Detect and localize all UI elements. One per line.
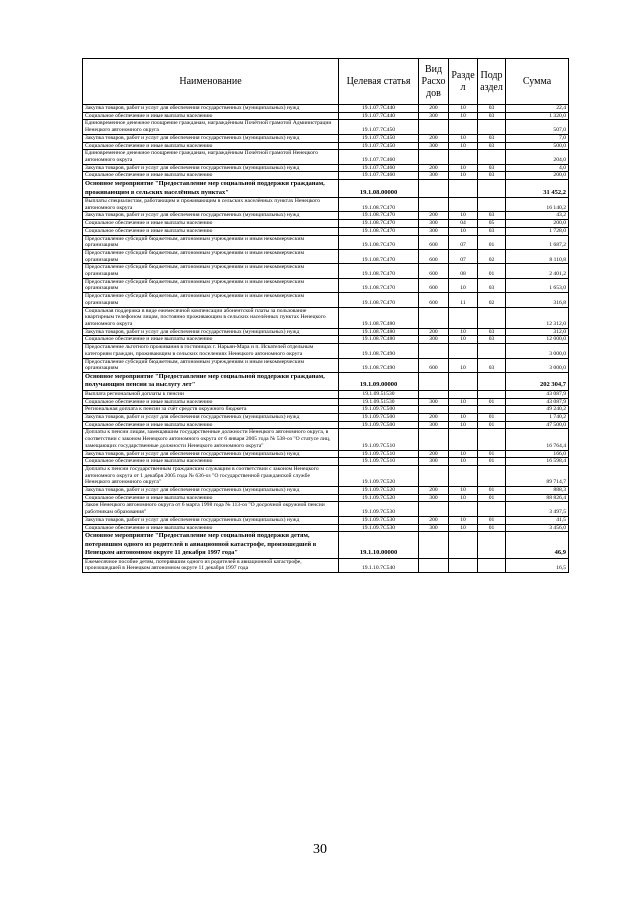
row-target-cell: 19.1.08.7С490 bbox=[339, 344, 419, 358]
row-name-cell: Доплаты к пенсии лицам, замещавшим государственные должности Ненецкого автономного округа, в соответствии с законом Ненецкого автономного округа от 6 января 2005 года № 538-оз "О статусе лиц, замещающих государственные должности Ненецкого автономного округа" bbox=[83, 429, 339, 450]
row-sum-cell: 43,2 bbox=[506, 212, 569, 220]
row-target-cell: 19.1.09.7С510 bbox=[339, 429, 419, 450]
row-section-cell: 08 bbox=[449, 264, 478, 278]
row-subsection-cell: 05 bbox=[478, 220, 506, 228]
row-name-cell: Социальное обеспечение и иные выплаты населению bbox=[83, 220, 339, 228]
row-name-cell: Социальная поддержка в виде ежемесячной компенсации абонентской платы за пользование квартирным телефоном лицам, постоянно проживающим в сельских населённых пунктах Ненецкого автономного округа bbox=[83, 307, 339, 328]
row-target-cell: 19.1.09.7С530 bbox=[339, 502, 419, 516]
row-section-cell bbox=[449, 429, 478, 450]
table-row bbox=[83, 328, 569, 336]
row-sum-cell: 88 826,4 bbox=[506, 494, 569, 502]
row-subsection-cell bbox=[478, 307, 506, 328]
row-sum-cell: 47 500,0 bbox=[506, 421, 569, 429]
table-row bbox=[83, 458, 569, 466]
row-sum-cell: 16,5 bbox=[506, 558, 569, 572]
row-name-cell: Выплаты специалистам, работающим и проживающим в сельских населённых пунктах Ненецкого автономного округа bbox=[83, 198, 339, 212]
header-expense-type: Вид Расхо дов bbox=[419, 59, 449, 105]
row-subsection-cell: 03 bbox=[478, 278, 506, 292]
row-subsection-cell bbox=[478, 150, 506, 164]
row-name-cell: Закупка товаров, работ и услуг для обеспечения государственных (муниципальных) нужд bbox=[83, 516, 339, 524]
row-expense-type-cell: 300 bbox=[419, 524, 449, 532]
row-sum-cell: 7,0 bbox=[506, 134, 569, 142]
row-target-cell: 19.1.07.7С450 bbox=[339, 120, 419, 134]
row-section-cell: 10 bbox=[449, 524, 478, 532]
row-sum-cell: 41,5 bbox=[506, 516, 569, 524]
table-row bbox=[83, 264, 569, 278]
row-sum-cell: 166,0 bbox=[506, 450, 569, 458]
row-expense-type-cell: 600 bbox=[419, 235, 449, 249]
table-row bbox=[83, 487, 569, 495]
row-sum-cell: 1 320,0 bbox=[506, 112, 569, 120]
row-expense-type-cell bbox=[419, 198, 449, 212]
row-subsection-cell bbox=[478, 390, 506, 398]
row-subsection-cell: 02 bbox=[478, 249, 506, 263]
table-row bbox=[83, 398, 569, 406]
table-row bbox=[83, 344, 569, 358]
row-subsection-cell: 01 bbox=[478, 450, 506, 458]
row-sum-cell: 43 087,9 bbox=[506, 398, 569, 406]
row-section-cell: 10 bbox=[449, 164, 478, 172]
row-sum-cell: 1 653,0 bbox=[506, 278, 569, 292]
table-body bbox=[83, 105, 569, 573]
row-expense-type-cell bbox=[419, 344, 449, 358]
table-row bbox=[83, 172, 569, 180]
row-name-cell: Социальное обеспечение и иные выплаты населению bbox=[83, 172, 339, 180]
row-target-cell: 19.1.10.00000 bbox=[339, 532, 419, 559]
row-sum-cell: 2 401,2 bbox=[506, 264, 569, 278]
row-expense-type-cell: 200 bbox=[419, 105, 449, 113]
row-subsection-cell: 01 bbox=[478, 398, 506, 406]
row-target-cell: 19.1.07.7С440 bbox=[339, 105, 419, 113]
row-subsection-cell bbox=[478, 406, 506, 414]
row-sum-cell: 8 110,8 bbox=[506, 249, 569, 263]
table-row bbox=[83, 293, 569, 307]
row-subsection-cell bbox=[478, 429, 506, 450]
row-subsection-cell bbox=[478, 532, 506, 559]
table-row bbox=[83, 406, 569, 414]
row-subsection-cell: 03 bbox=[478, 328, 506, 336]
table-row bbox=[83, 235, 569, 249]
row-subsection-cell: 03 bbox=[478, 212, 506, 220]
row-name-cell: Предоставление субсидий бюджетным, автономным учреждениям и иным некоммерческим организациям bbox=[83, 278, 339, 292]
row-section-cell: 10 bbox=[449, 212, 478, 220]
row-section-cell: 10 bbox=[449, 421, 478, 429]
table-row bbox=[83, 494, 569, 502]
row-name-cell: Предоставление льготного проживания в гостиницах г. Нарьян-Мара и п. Искателей отдельным категориям граждан, проживающим в сельских поселениях Ненецкого автономного округа bbox=[83, 344, 339, 358]
row-subsection-cell: 02 bbox=[478, 293, 506, 307]
row-expense-type-cell: 200 bbox=[419, 328, 449, 336]
row-section-cell bbox=[449, 150, 478, 164]
row-section-cell: 10 bbox=[449, 414, 478, 422]
row-target-cell: 19.1.09.7С500 bbox=[339, 414, 419, 422]
row-name-cell: Закупка товаров, работ и услуг для обеспечения государственных (муниципальных) нужд bbox=[83, 414, 339, 422]
row-sum-cell: 46,9 bbox=[506, 532, 569, 559]
row-section-cell bbox=[449, 465, 478, 486]
row-section-cell bbox=[449, 307, 478, 328]
row-section-cell: 10 bbox=[449, 328, 478, 336]
row-name-cell: Закон Ненецкого автономного округа от 6 марта 1998 года № 113-оз "О досрочной окружной пенсии работникам образования" bbox=[83, 502, 339, 516]
row-section-cell: 10 bbox=[449, 227, 478, 235]
row-target-cell: 19.1.09.51530 bbox=[339, 390, 419, 398]
row-name-cell: Закупка товаров, работ и услуг для обеспечения государственных (муниципальных) нужд bbox=[83, 450, 339, 458]
row-target-cell: 19.1.09.7С500 bbox=[339, 406, 419, 414]
row-name-cell: Социальное обеспечение и иные выплаты населению bbox=[83, 227, 339, 235]
row-name-cell: Ежемесячное пособие детям, потерявшим одного из родителей в авиационной катастрофе, произошедшей в Ненецком автономном округе 11 декабря 1997 года bbox=[83, 558, 339, 572]
row-section-cell: 10 bbox=[449, 336, 478, 344]
row-subsection-cell bbox=[478, 558, 506, 572]
row-section-cell bbox=[449, 120, 478, 134]
row-subsection-cell: 01 bbox=[478, 524, 506, 532]
row-name-cell: Основное мероприятие "Предоставление мер социальной поддержки детям, потерявшим одного из родителей в авиационной катастрофе, произошедшей в Ненецком автономном округе 11 декабря 1997 года" bbox=[83, 532, 339, 559]
row-target-cell: 19.1.08.7С470 bbox=[339, 212, 419, 220]
row-subsection-cell bbox=[478, 120, 506, 134]
row-section-cell bbox=[449, 390, 478, 398]
table-row bbox=[83, 249, 569, 263]
row-target-cell: 19.1.07.7С450 bbox=[339, 134, 419, 142]
table-row bbox=[83, 212, 569, 220]
table-row bbox=[83, 134, 569, 142]
row-subsection-cell: 03 bbox=[478, 142, 506, 150]
row-sum-cell: 43 087,9 bbox=[506, 390, 569, 398]
row-expense-type-cell bbox=[419, 502, 449, 516]
row-sum-cell: 3 000,0 bbox=[506, 344, 569, 358]
row-name-cell: Социальное обеспечение и иные выплаты населению bbox=[83, 421, 339, 429]
table-row bbox=[83, 307, 569, 328]
row-expense-type-cell: 200 bbox=[419, 450, 449, 458]
row-section-cell bbox=[449, 344, 478, 358]
row-expense-type-cell: 600 bbox=[419, 293, 449, 307]
row-sum-cell: 4,0 bbox=[506, 164, 569, 172]
row-name-cell: Единовременное денежное поощрение гражданам, награждённым Почётной грамотой Администрации Ненецкого автономного округа bbox=[83, 120, 339, 134]
row-section-cell: 10 bbox=[449, 112, 478, 120]
row-target-cell: 19.1.07.7С450 bbox=[339, 142, 419, 150]
row-subsection-cell: 03 bbox=[478, 112, 506, 120]
row-name-cell: Социальное обеспечение и иные выплаты населению bbox=[83, 524, 339, 532]
table-row bbox=[83, 180, 569, 198]
row-section-cell bbox=[449, 372, 478, 390]
row-sum-cell: 16 764,4 bbox=[506, 429, 569, 450]
row-expense-type-cell: 200 bbox=[419, 134, 449, 142]
row-subsection-cell: 03 bbox=[478, 227, 506, 235]
table-row bbox=[83, 105, 569, 113]
row-subsection-cell: 01 bbox=[478, 264, 506, 278]
row-section-cell bbox=[449, 180, 478, 198]
row-expense-type-cell: 200 bbox=[419, 414, 449, 422]
row-name-cell: Предоставление субсидий бюджетным, автономным учреждениям и иным некоммерческим организациям bbox=[83, 249, 339, 263]
row-section-cell: 11 bbox=[449, 293, 478, 307]
row-sum-cell: 312,0 bbox=[506, 328, 569, 336]
row-sum-cell: 507,0 bbox=[506, 120, 569, 134]
row-target-cell: 19.1.08.7С470 bbox=[339, 293, 419, 307]
table-row bbox=[83, 336, 569, 344]
row-sum-cell: 888,3 bbox=[506, 487, 569, 495]
row-expense-type-cell bbox=[419, 532, 449, 559]
row-expense-type-cell: 300 bbox=[419, 398, 449, 406]
row-name-cell: Доплаты к пенсии государственным гражданским служащим в соответствии с законом Ненецкого автономного округа от 1 декабря 2005 года № 636-оз "О государственной гражданской службе Ненецкого автономного округа" bbox=[83, 465, 339, 486]
row-name-cell: Предоставление субсидий бюджетным, автономным учреждениям и иным некоммерческим организациям bbox=[83, 264, 339, 278]
row-expense-type-cell: 600 bbox=[419, 278, 449, 292]
row-expense-type-cell: 300 bbox=[419, 458, 449, 466]
row-name-cell: Предоставление субсидий бюджетным, автономным учреждениям и иным некоммерческим организациям bbox=[83, 358, 339, 372]
row-name-cell: Закупка товаров, работ и услуг для обеспечения государственных (муниципальных) нужд bbox=[83, 134, 339, 142]
row-expense-type-cell bbox=[419, 465, 449, 486]
row-expense-type-cell bbox=[419, 390, 449, 398]
table-row bbox=[83, 502, 569, 516]
row-target-cell: 19.1.09.7С520 bbox=[339, 494, 419, 502]
row-sum-cell: 200,0 bbox=[506, 172, 569, 180]
row-sum-cell: 3 000,0 bbox=[506, 358, 569, 372]
row-subsection-cell: 01 bbox=[478, 494, 506, 502]
row-expense-type-cell bbox=[419, 307, 449, 328]
row-name-cell: Предоставление субсидий бюджетным, автономным учреждениям и иным некоммерческим организациям bbox=[83, 293, 339, 307]
row-subsection-cell: 01 bbox=[478, 516, 506, 524]
row-subsection-cell bbox=[478, 198, 506, 212]
row-target-cell: 19.1.08.7С490 bbox=[339, 358, 419, 372]
row-expense-type-cell: 600 bbox=[419, 264, 449, 278]
row-section-cell: 10 bbox=[449, 105, 478, 113]
row-sum-cell: 22,4 bbox=[506, 105, 569, 113]
row-expense-type-cell bbox=[419, 406, 449, 414]
row-subsection-cell bbox=[478, 465, 506, 486]
row-expense-type-cell: 200 bbox=[419, 516, 449, 524]
row-expense-type-cell: 300 bbox=[419, 112, 449, 120]
row-target-cell: 19.1.08.7С470 bbox=[339, 264, 419, 278]
row-section-cell: 10 bbox=[449, 450, 478, 458]
row-expense-type-cell bbox=[419, 120, 449, 134]
row-expense-type-cell: 300 bbox=[419, 336, 449, 344]
table-row bbox=[83, 227, 569, 235]
row-target-cell: 19.1.08.00000 bbox=[339, 180, 419, 198]
row-target-cell: 19.1.08.7С470 bbox=[339, 278, 419, 292]
row-expense-type-cell bbox=[419, 150, 449, 164]
table-row bbox=[83, 524, 569, 532]
row-name-cell: Закупка товаров, работ и услуг для обеспечения государственных (муниципальных) нужд bbox=[83, 212, 339, 220]
header-name: Наименование bbox=[83, 59, 339, 105]
table-header-row bbox=[83, 59, 569, 105]
row-subsection-cell: 01 bbox=[478, 414, 506, 422]
page-number: 30 bbox=[313, 842, 327, 857]
row-target-cell: 19.1.09.7С530 bbox=[339, 516, 419, 524]
row-target-cell: 19.1.09.00000 bbox=[339, 372, 419, 390]
row-name-cell: Выплата региональной доплаты к пенсии bbox=[83, 390, 339, 398]
row-section-cell: 10 bbox=[449, 487, 478, 495]
row-section-cell: 10 bbox=[449, 172, 478, 180]
row-name-cell: Социальное обеспечение и иные выплаты населению bbox=[83, 142, 339, 150]
row-target-cell: 19.1.08.7С480 bbox=[339, 336, 419, 344]
row-target-cell: 19.1.07.7С440 bbox=[339, 112, 419, 120]
row-sum-cell: 16 140,2 bbox=[506, 198, 569, 212]
row-target-cell: 19.1.09.7С510 bbox=[339, 458, 419, 466]
row-name-cell: Социальное обеспечение и иные выплаты населению bbox=[83, 398, 339, 406]
table-row bbox=[83, 198, 569, 212]
row-subsection-cell bbox=[478, 344, 506, 358]
row-sum-cell: 500,0 bbox=[506, 142, 569, 150]
row-name-cell: Социальное обеспечение и иные выплаты населению bbox=[83, 336, 339, 344]
row-subsection-cell: 01 bbox=[478, 487, 506, 495]
row-section-cell bbox=[449, 406, 478, 414]
row-expense-type-cell: 300 bbox=[419, 142, 449, 150]
budget-table bbox=[82, 58, 569, 573]
row-expense-type-cell: 300 bbox=[419, 421, 449, 429]
row-target-cell: 19.1.09.7С520 bbox=[339, 465, 419, 486]
table-row bbox=[83, 112, 569, 120]
row-subsection-cell: 01 bbox=[478, 235, 506, 249]
row-sum-cell: 3 497,5 bbox=[506, 502, 569, 516]
row-name-cell: Социальное обеспечение и иные выплаты населению bbox=[83, 458, 339, 466]
row-section-cell: 10 bbox=[449, 516, 478, 524]
row-name-cell: Единовременное денежное поощрение гражданам, награждённым Почётной грамотой Ненецкого автономного округа bbox=[83, 150, 339, 164]
row-sum-cell: 31 452,2 bbox=[506, 180, 569, 198]
table-row bbox=[83, 558, 569, 572]
row-expense-type-cell bbox=[419, 558, 449, 572]
row-sum-cell: 1 687,2 bbox=[506, 235, 569, 249]
row-expense-type-cell: 200 bbox=[419, 164, 449, 172]
row-target-cell: 19.1.07.7С460 bbox=[339, 172, 419, 180]
row-section-cell bbox=[449, 532, 478, 559]
header-target: Целевая статья bbox=[339, 59, 419, 105]
row-section-cell: 10 bbox=[449, 278, 478, 292]
row-section-cell: 10 bbox=[449, 358, 478, 372]
row-name-cell: Основное мероприятие "Предоставление мер социальной поддержки гражданам, получающим пенсии за выслугу лет" bbox=[83, 372, 339, 390]
row-target-cell: 19.1.09.7С500 bbox=[339, 421, 419, 429]
row-expense-type-cell: 300 bbox=[419, 227, 449, 235]
table-row bbox=[83, 450, 569, 458]
table-row bbox=[83, 358, 569, 372]
row-sum-cell: 49 240,2 bbox=[506, 406, 569, 414]
row-target-cell: 19.1.08.7С480 bbox=[339, 328, 419, 336]
row-sum-cell: 316,8 bbox=[506, 293, 569, 307]
row-name-cell: Предоставление субсидий бюджетным, автономным учреждениям и иным некоммерческим организациям bbox=[83, 235, 339, 249]
row-name-cell: Социальное обеспечение и иные выплаты населению bbox=[83, 112, 339, 120]
row-expense-type-cell: 600 bbox=[419, 358, 449, 372]
row-section-cell: 07 bbox=[449, 235, 478, 249]
row-expense-type-cell: 200 bbox=[419, 212, 449, 220]
row-sum-cell: 200,0 bbox=[506, 220, 569, 228]
row-name-cell: Основное мероприятие "Предоставление мер социальной поддержки гражданам, проживающим в сельских населённых пунктах" bbox=[83, 180, 339, 198]
row-target-cell: 19.1.10.7С540 bbox=[339, 558, 419, 572]
row-expense-type-cell bbox=[419, 372, 449, 390]
row-section-cell: 10 bbox=[449, 458, 478, 466]
row-expense-type-cell: 600 bbox=[419, 249, 449, 263]
row-expense-type-cell bbox=[419, 429, 449, 450]
table-row bbox=[83, 278, 569, 292]
row-target-cell: 19.1.08.7С470 bbox=[339, 227, 419, 235]
table-row bbox=[83, 372, 569, 390]
row-target-cell: 19.1.09.7С510 bbox=[339, 450, 419, 458]
row-name-cell: Закупка товаров, работ и услуг для обеспечения государственных (муниципальных) нужд bbox=[83, 164, 339, 172]
table-row bbox=[83, 120, 569, 134]
row-section-cell: 04 bbox=[449, 220, 478, 228]
row-subsection-cell bbox=[478, 502, 506, 516]
row-expense-type-cell: 300 bbox=[419, 220, 449, 228]
row-section-cell: 10 bbox=[449, 142, 478, 150]
table-row bbox=[83, 390, 569, 398]
row-target-cell: 19.1.08.7С480 bbox=[339, 307, 419, 328]
row-name-cell: Закупка товаров, работ и услуг для обеспечения государственных (муниципальных) нужд bbox=[83, 487, 339, 495]
row-section-cell bbox=[449, 198, 478, 212]
table-row bbox=[83, 429, 569, 450]
table-row bbox=[83, 465, 569, 486]
row-section-cell: 10 bbox=[449, 398, 478, 406]
header-subsection: Подр аздел bbox=[478, 59, 506, 105]
row-section-cell: 10 bbox=[449, 494, 478, 502]
table-row bbox=[83, 532, 569, 559]
row-target-cell: 19.1.09.51530 bbox=[339, 398, 419, 406]
row-section-cell: 07 bbox=[449, 249, 478, 263]
row-sum-cell: 16 598,4 bbox=[506, 458, 569, 466]
table-row bbox=[83, 142, 569, 150]
row-sum-cell: 3 456,0 bbox=[506, 524, 569, 532]
table-row bbox=[83, 220, 569, 228]
row-subsection-cell bbox=[478, 180, 506, 198]
row-subsection-cell: 03 bbox=[478, 164, 506, 172]
row-sum-cell: 12 000,0 bbox=[506, 336, 569, 344]
row-subsection-cell: 03 bbox=[478, 336, 506, 344]
header-section: Разде л bbox=[449, 59, 478, 105]
row-target-cell: 19.1.07.7С460 bbox=[339, 150, 419, 164]
row-subsection-cell: 03 bbox=[478, 172, 506, 180]
row-expense-type-cell bbox=[419, 180, 449, 198]
row-subsection-cell: 01 bbox=[478, 458, 506, 466]
table-row bbox=[83, 150, 569, 164]
row-target-cell: 19.1.08.7С470 bbox=[339, 198, 419, 212]
row-subsection-cell bbox=[478, 372, 506, 390]
row-section-cell bbox=[449, 558, 478, 572]
header-sum: Сумма bbox=[506, 59, 569, 105]
row-subsection-cell: 01 bbox=[478, 421, 506, 429]
row-target-cell: 19.1.08.7С470 bbox=[339, 235, 419, 249]
row-target-cell: 19.1.09.7С530 bbox=[339, 524, 419, 532]
row-sum-cell: 202 304,7 bbox=[506, 372, 569, 390]
table-row bbox=[83, 421, 569, 429]
row-sum-cell: 204,0 bbox=[506, 150, 569, 164]
table-row bbox=[83, 414, 569, 422]
row-target-cell: 19.1.09.7С520 bbox=[339, 487, 419, 495]
row-name-cell: Региональная доплата к пенсии за счёт средств окружного бюджета bbox=[83, 406, 339, 414]
row-sum-cell: 1 728,0 bbox=[506, 227, 569, 235]
row-expense-type-cell: 300 bbox=[419, 494, 449, 502]
row-target-cell: 19.1.08.7С470 bbox=[339, 220, 419, 228]
row-sum-cell: 89 714,7 bbox=[506, 465, 569, 486]
row-name-cell: Закупка товаров, работ и услуг для обеспечения государственных (муниципальных) нужд bbox=[83, 105, 339, 113]
row-name-cell: Закупка товаров, работ и услуг для обеспечения государственных (муниципальных) нужд bbox=[83, 328, 339, 336]
row-target-cell: 19.1.08.7С470 bbox=[339, 249, 419, 263]
row-sum-cell: 12 312,0 bbox=[506, 307, 569, 328]
row-subsection-cell: 03 bbox=[478, 105, 506, 113]
row-subsection-cell: 03 bbox=[478, 358, 506, 372]
row-section-cell bbox=[449, 502, 478, 516]
row-target-cell: 19.1.07.7С460 bbox=[339, 164, 419, 172]
row-subsection-cell: 03 bbox=[478, 134, 506, 142]
row-section-cell: 10 bbox=[449, 134, 478, 142]
row-expense-type-cell: 300 bbox=[419, 172, 449, 180]
row-expense-type-cell: 200 bbox=[419, 487, 449, 495]
table-row bbox=[83, 516, 569, 524]
row-sum-cell: 1 740,2 bbox=[506, 414, 569, 422]
table-row bbox=[83, 164, 569, 172]
row-name-cell: Социальное обеспечение и иные выплаты населению bbox=[83, 494, 339, 502]
